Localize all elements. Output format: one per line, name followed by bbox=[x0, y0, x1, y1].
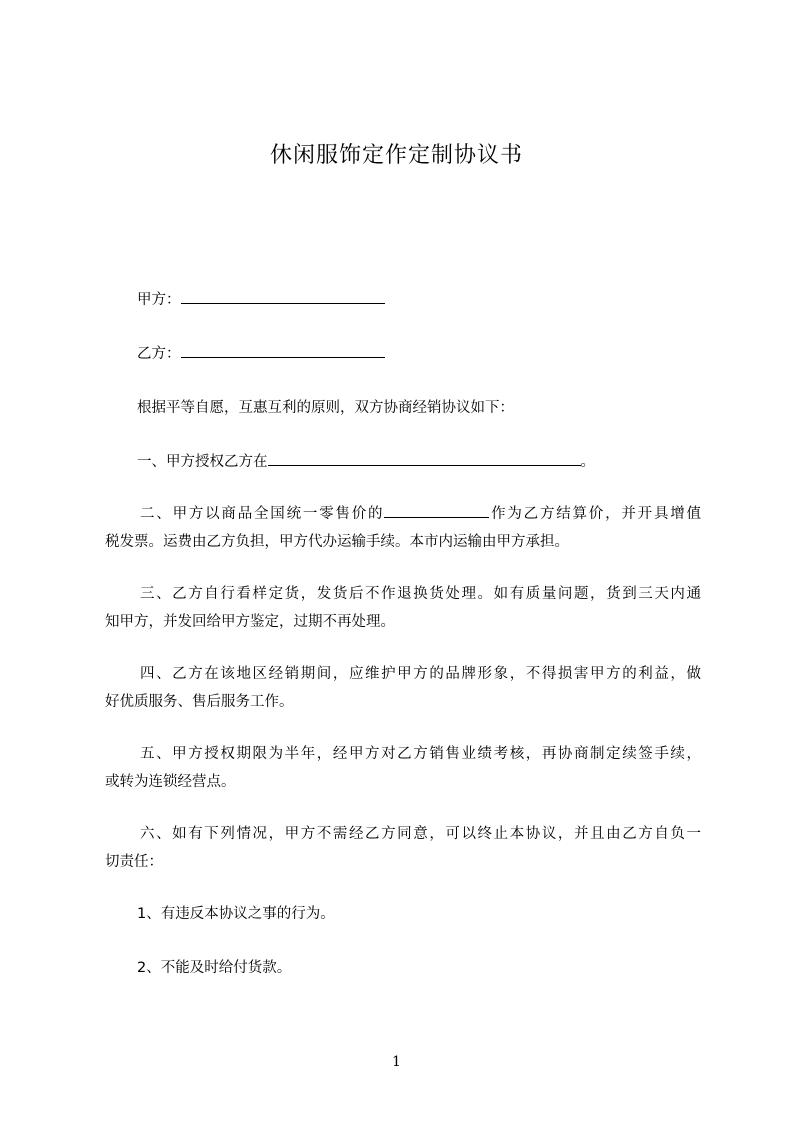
party-b-label: 乙方： bbox=[137, 346, 181, 362]
party-a-blank bbox=[181, 287, 385, 304]
clause-2-suffix: 作为乙方结算价，并开具增值 bbox=[489, 506, 702, 522]
clause-2-prefix: 二、甲方以商品全国统一零售价的 bbox=[140, 506, 385, 522]
clause-3-line-1: 三、乙方自行看样定货，发货后不作退换货处理。如有质量问题，货到三天内通 bbox=[140, 586, 701, 602]
party-b-line bbox=[137, 340, 385, 368]
clause-4-line-2: 好优质服务、售后服务工作。 bbox=[105, 694, 294, 710]
clause-1-blank bbox=[268, 449, 581, 466]
clause-6-line-1: 六、如有下列情况，甲方不需经乙方同意，可以终止本协议，并且由乙方自负一 bbox=[140, 826, 701, 842]
clause-5-line-1: 五、甲方授权期限为半年，经甲方对乙方销售业绩考核，再协商制定续签手续， bbox=[140, 746, 701, 762]
list-item-1: 1、有违反本协议之事的行为。 bbox=[137, 906, 335, 922]
clause-3 bbox=[105, 580, 701, 636]
clause-1 bbox=[137, 448, 595, 476]
party-a-label: 甲方： bbox=[137, 292, 181, 308]
clause-2-blank bbox=[384, 501, 489, 518]
intro-text: 根据平等自愿，互惠互利的原则，双方协商经销协议如下： bbox=[137, 400, 514, 416]
document-title: 休闲服饰定作定制协议书 bbox=[269, 143, 523, 168]
clause-5 bbox=[105, 740, 701, 796]
clause-5-line-2: 或转为连锁经营点。 bbox=[105, 774, 236, 790]
clause-1-suffix: 。 bbox=[580, 454, 595, 470]
list-item-2: 2、不能及时给付货款。 bbox=[137, 960, 292, 976]
clause-6-line-2: 切责任： bbox=[105, 854, 163, 870]
party-b-blank bbox=[181, 341, 385, 358]
clause-1-prefix: 一、甲方授权乙方在 bbox=[137, 454, 268, 470]
party-a-line bbox=[137, 286, 385, 314]
page-number: 1 bbox=[392, 1054, 401, 1070]
clause-4 bbox=[105, 660, 701, 716]
clause-3-line-2: 知甲方，并发回给甲方鉴定，过期不再处理。 bbox=[105, 614, 395, 630]
clause-6 bbox=[105, 820, 701, 876]
clause-2-line-1 bbox=[105, 500, 701, 528]
clause-4-line-1: 四、乙方在该地区经销期间，应维护甲方的品牌形象，不得损害甲方的利益，做 bbox=[140, 666, 701, 682]
clause-2-line-2: 税发票。运费由乙方负担，甲方代办运输手续。本市内运输由甲方承担。 bbox=[105, 534, 569, 550]
clause-2 bbox=[105, 500, 701, 556]
